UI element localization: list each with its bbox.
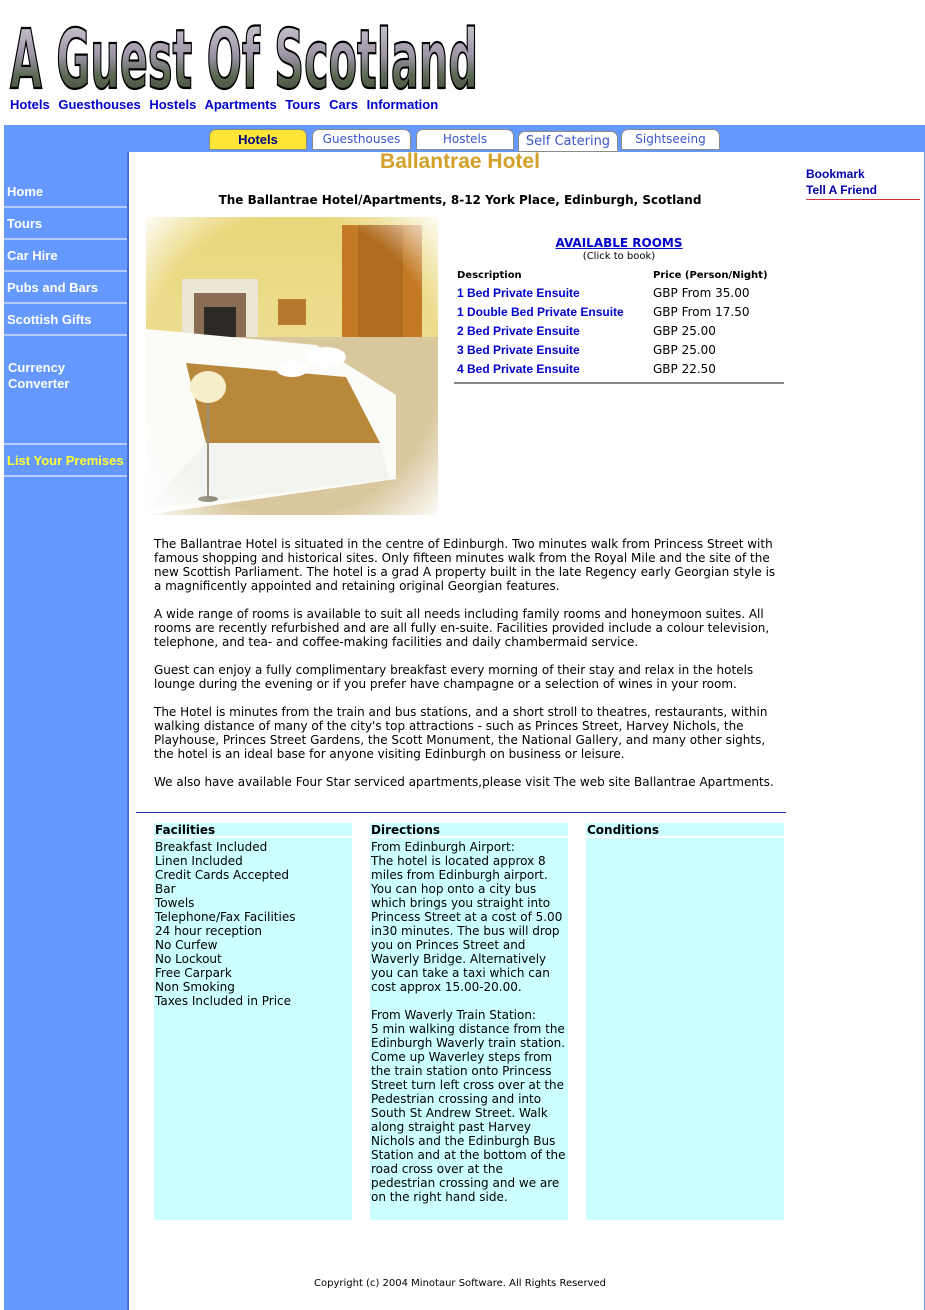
sidebar-divider: [4, 334, 127, 336]
conditions-panel: [586, 823, 784, 1220]
description-paragraph: Guest can enjoy a fully complimentary breakfast every morning of their stay and relax in the hotels lounge during the evening or if you prefer have champagne or a selection of wines in your room.: [154, 663, 754, 691]
facilities-heading: Facilities: [154, 823, 352, 838]
facility-item: Breakfast Included: [155, 840, 268, 854]
sidebar-item-tours[interactable]: Tours: [7, 216, 43, 231]
sidebar-item-home[interactable]: Home: [7, 184, 44, 199]
description-paragraph: A wide range of rooms is available to suit all needs including family rooms and honeymoon suites. All rooms are recently refurbished and are all fully en-suite. Facilities provided include a colour television, telephone, and tea- and coffee-making facilities and daily chambermaid service.: [154, 607, 770, 649]
description-paragraph: The Ballantrae Hotel is situated in the centre of Edinburgh. Two minutes walk from Princess Street with famous shopping and historical sites. Only fifteen minutes walk from the Royal Mile and the site of the new Scottish Parliament. The hotel is a grad A property built in the late Regency early Georgian style is a magnificently appointed and retaining original Georgian features.: [154, 537, 776, 593]
sidebar-divider: [4, 270, 127, 272]
site-logo[interactable]: [8, 12, 483, 98]
rooms-table-header: [454, 267, 784, 283]
hotel-room-photo: [146, 217, 438, 515]
facility-item: No Lockout: [155, 952, 222, 966]
rooms-subheading: (Click to book): [582, 251, 656, 262]
rooms-divider: [454, 382, 784, 384]
tab-hotels[interactable]: Hotels: [209, 129, 307, 150]
table-row: [454, 283, 784, 302]
available-rooms-link[interactable]: AVAILABLE ROOMS: [555, 236, 683, 250]
hotel-address: The Ballantrae Hotel/Apartments, 8-12 York Place, Edinburgh, Scotland: [218, 193, 702, 207]
nav-hotels[interactable]: Hotels: [10, 97, 50, 112]
facilities-list: [154, 838, 352, 1008]
room-price: GBP 22.50: [653, 361, 716, 376]
category-tab-bar: [4, 128, 925, 152]
section-divider: [136, 812, 786, 813]
nav-cars[interactable]: Cars: [329, 97, 359, 112]
facility-item: Non Smoking: [155, 980, 235, 994]
tab-sightseeing[interactable]: Sightseeing: [621, 129, 720, 150]
sidebar-divider: [4, 443, 127, 445]
rooms-table: [454, 267, 784, 378]
room-price: GBP 25.00: [653, 323, 716, 338]
tab-guesthouses[interactable]: Guesthouses: [312, 129, 411, 150]
room-price: GBP From 35.00: [653, 285, 750, 300]
facility-item: Credit Cards Accepted: [155, 868, 289, 882]
available-rooms-panel: [454, 236, 784, 384]
nav-tours[interactable]: Tours: [285, 97, 321, 112]
sidebar-divider: [4, 475, 127, 477]
directions-text: From Edinburgh Airport: The hotel is located approx 8 miles from Edinburgh airport. You can hop onto a city bus which brings you straight into Princess Street at a cost of 5.00 in30 minutes. The bus will drop you on Princes Street and Waverly Bridge. Alternatively you can take a taxi which can cost approx 15.00-20.00. From Waverly Train Station: 5 min walking distance from the Edinburgh Waverly train station. Come up Waverley steps from the train station onto Princess Street turn left cross over at the Pedestrian crossing and into South St Andrew Street. Walk along straight past Harvey Nichols and the Edinburgh Bus Station and at the bottom of the road cross over at the pedestrian crossing and we are on the right hand side.: [371, 840, 566, 1204]
right-links-underline: [806, 199, 920, 200]
facility-item: Telephone/Fax Facilities: [155, 910, 296, 924]
table-row: [454, 359, 784, 378]
tab-self-catering[interactable]: Self Catering: [518, 131, 618, 152]
conditions-heading: Conditions: [586, 823, 784, 838]
top-navigation: [10, 97, 443, 112]
conditions-text: [586, 838, 784, 840]
facility-item: No Curfew: [155, 938, 218, 952]
nav-hostels[interactable]: Hostels: [149, 97, 197, 112]
facility-item: Taxes Included in Price: [155, 994, 292, 1008]
left-sidebar: [4, 152, 129, 1310]
col-price: Price (Person/Night): [653, 269, 768, 281]
logo-text: A Guest Of Scotland: [10, 13, 478, 98]
room-link[interactable]: 4 Bed Private Ensuite: [457, 361, 580, 376]
sidebar-divider: [4, 238, 127, 240]
table-row: [454, 302, 784, 321]
nav-apartments[interactable]: Apartments: [204, 97, 277, 112]
tab-hostels[interactable]: Hostels: [416, 129, 514, 150]
directions-panel: [370, 823, 568, 1220]
facility-item: Bar: [155, 882, 176, 896]
facility-item: 24 hour reception: [155, 924, 263, 938]
facilities-panel: [154, 823, 352, 1220]
sidebar-item-scottish-gifts[interactable]: Scottish Gifts: [7, 312, 92, 327]
sidebar-item-currency-converter[interactable]: Currency Converter: [8, 360, 70, 391]
sidebar-item-list-your-premises[interactable]: List Your Premises: [7, 453, 124, 468]
room-price: GBP From 17.50: [653, 304, 750, 319]
table-row: [454, 321, 784, 340]
table-row: [454, 340, 784, 359]
directions-heading: Directions: [370, 823, 568, 838]
facility-item: Towels: [155, 896, 195, 910]
facility-item: Free Carpark: [155, 966, 232, 980]
bookmark-link[interactable]: Bookmark: [806, 167, 865, 181]
footer-copyright: Copyright (c) 2004 Minotaur Software. All Rights Reserved: [314, 1278, 606, 1289]
nav-guesthouses[interactable]: Guesthouses: [58, 97, 141, 112]
room-link[interactable]: 2 Bed Private Ensuite: [457, 323, 580, 338]
sidebar-divider: [4, 206, 127, 208]
sidebar-item-car-hire[interactable]: Car Hire: [7, 248, 58, 263]
nav-information[interactable]: Information: [366, 97, 439, 112]
col-description: Description: [457, 269, 522, 281]
room-link[interactable]: 1 Bed Private Ensuite: [457, 285, 580, 300]
rooms-header: [454, 236, 784, 264]
description-paragraph: The Hotel is minutes from the train and bus stations, and a short stroll to theatres, restaurants, within walking distance of many of the city's top attractions - such as Princes Street, Harvey Nichols, the Playhouse, Princes Street Gardens, the Scott Monument, the National Gallery, and many other sights, the hotel is an ideal base for anyone visiting Edinburgh on business or leisure.: [154, 705, 768, 761]
hotel-title: Ballantrae Hotel: [380, 150, 540, 173]
room-link[interactable]: 1 Double Bed Private Ensuite: [457, 304, 624, 319]
right-links: [806, 166, 920, 200]
tell-a-friend-link[interactable]: Tell A Friend: [806, 183, 877, 197]
facility-item: Linen Included: [155, 854, 243, 868]
sidebar-item-pubs-and-bars[interactable]: Pubs and Bars: [7, 280, 99, 295]
room-link[interactable]: 3 Bed Private Ensuite: [457, 342, 580, 357]
description-paragraph: We also have available Four Star serviced apartments,please visit The web site Ballantrae Apartments.: [154, 775, 774, 789]
hotel-description: [154, 537, 782, 803]
room-price: GBP 25.00: [653, 342, 716, 357]
sidebar-divider: [4, 302, 127, 304]
